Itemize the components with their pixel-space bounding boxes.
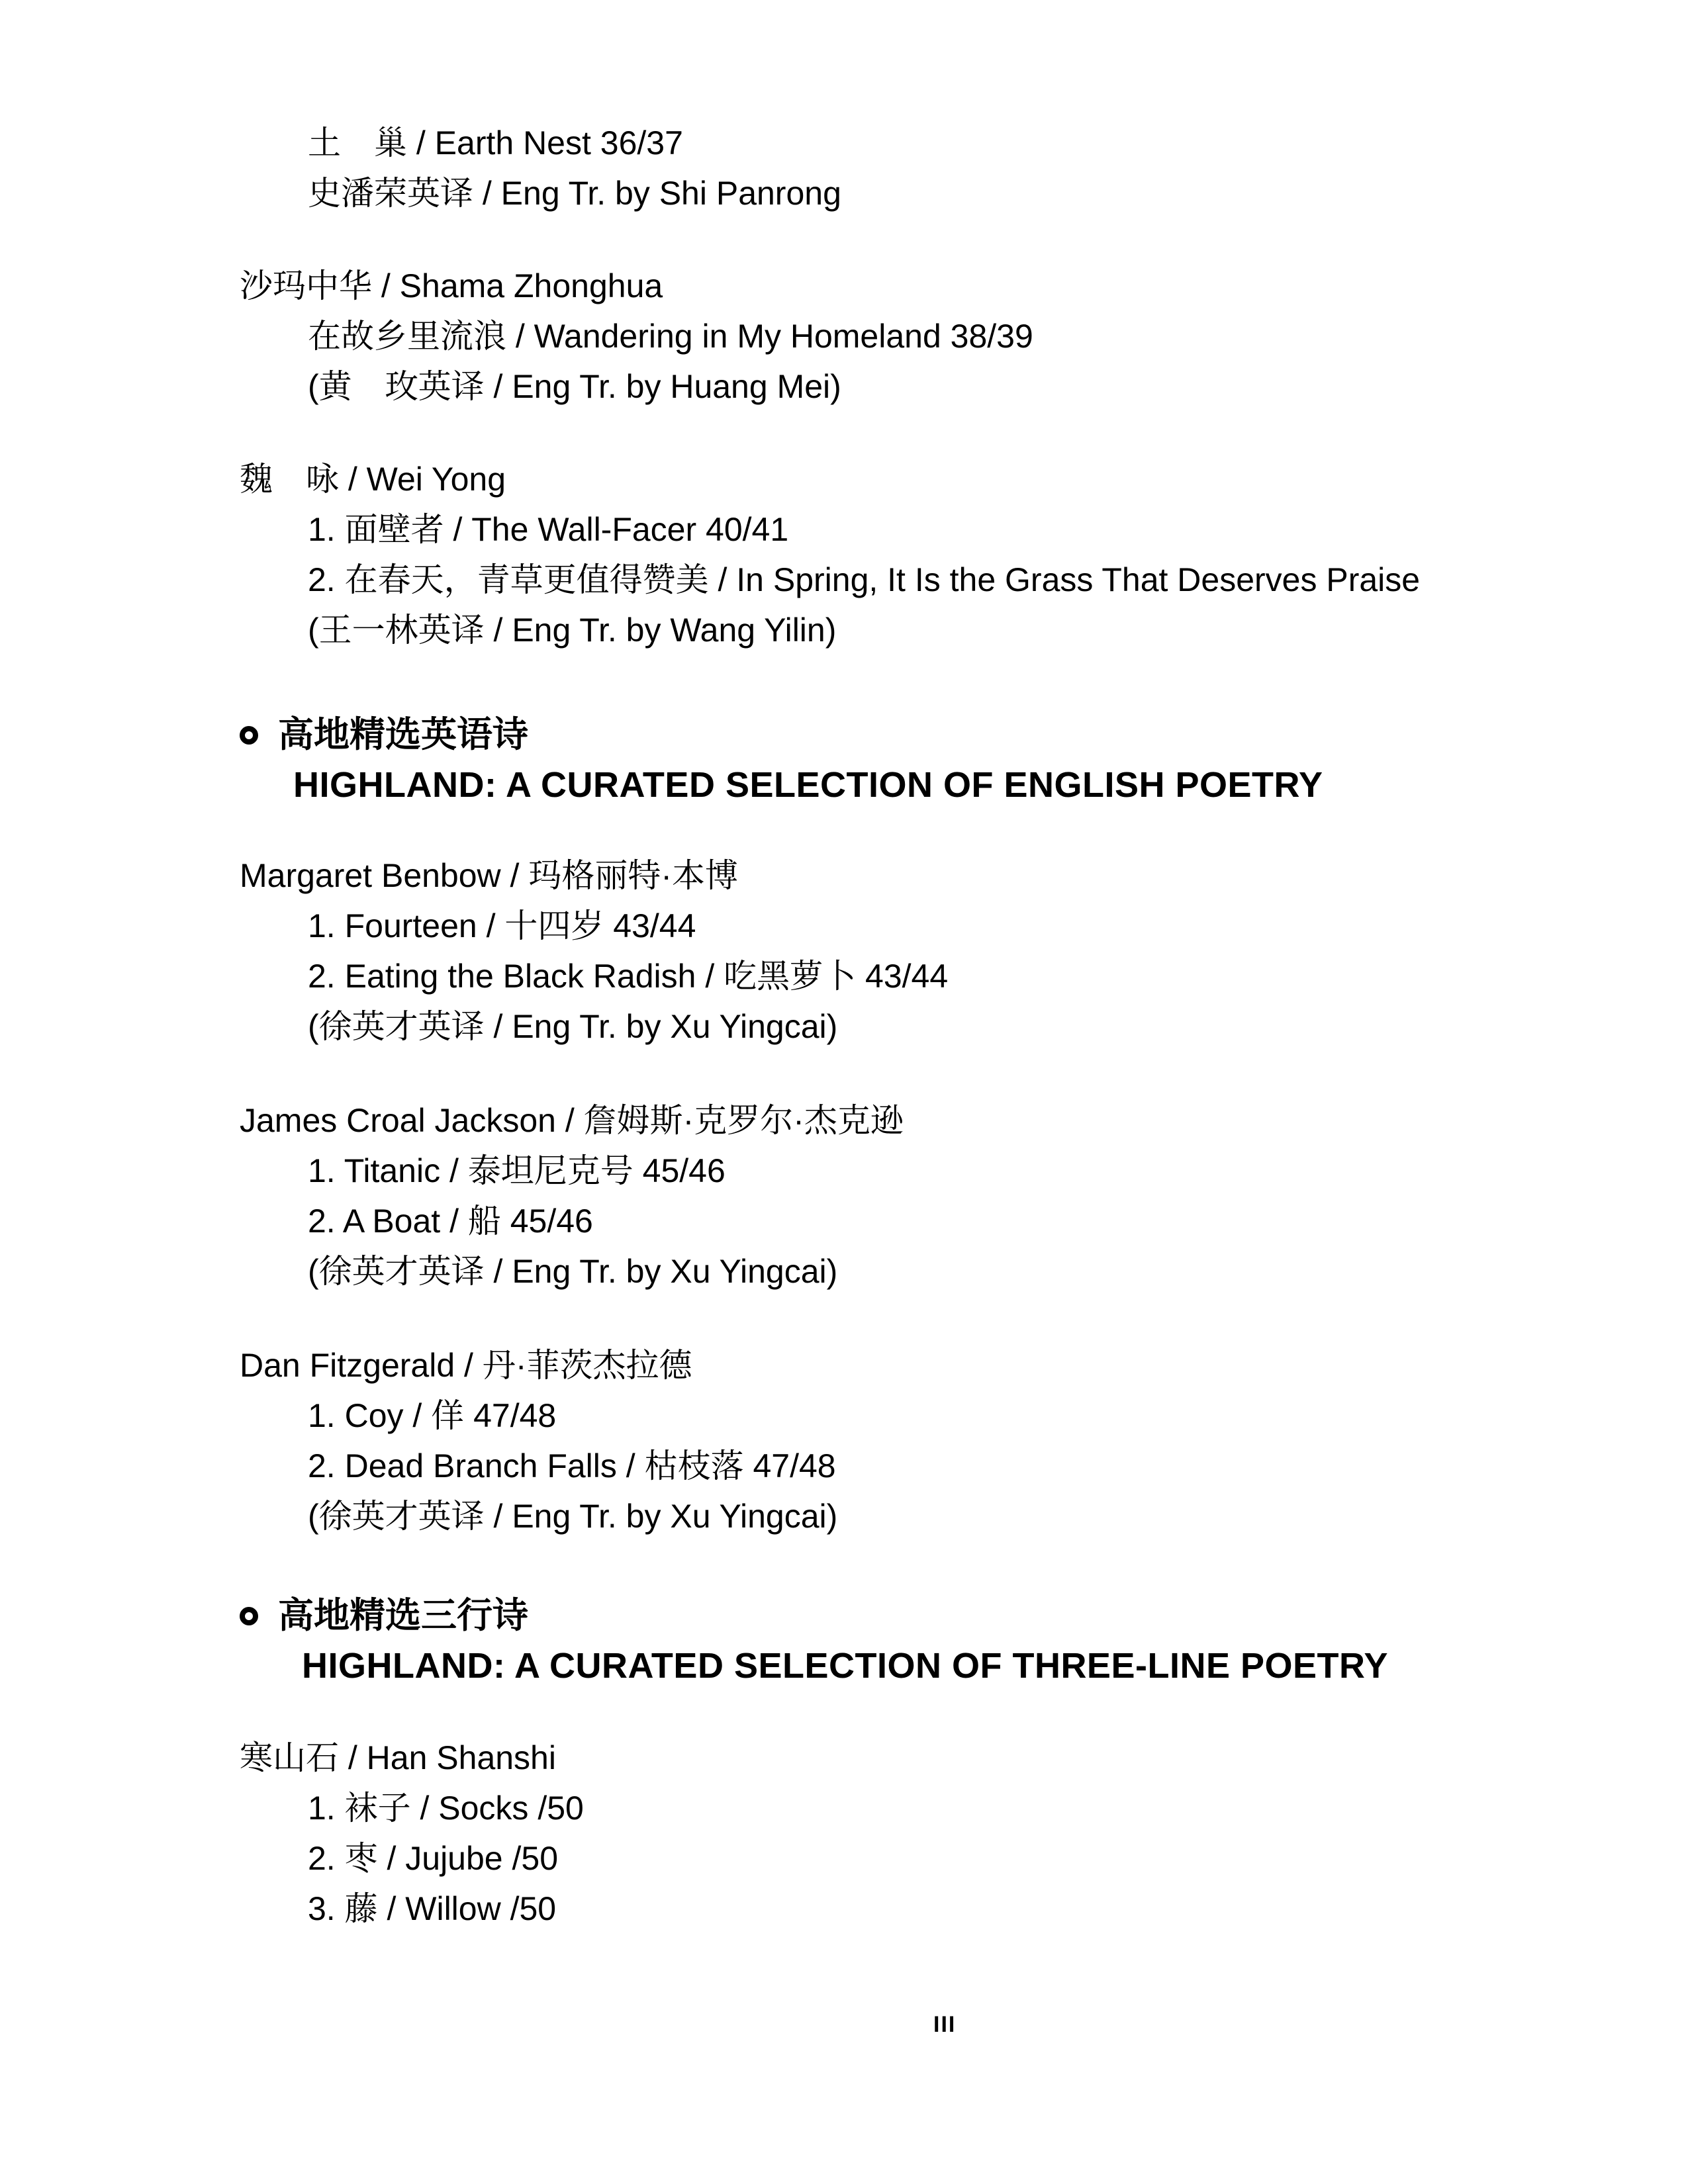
translator-xu-yingcai-3: (徐英才英译 / Eng Tr. by Xu Yingcai) xyxy=(308,1498,838,1535)
toc-entry-earth-nest: 土 巢 / Earth Nest 36/37 xyxy=(308,124,683,161)
author-han-shanshi: 寒山石 / Han Shanshi xyxy=(240,1739,556,1776)
toc-entry-titanic: 1. Titanic / 泰坦尼克号 45/46 xyxy=(308,1152,726,1189)
section-title-english-en: HIGHLAND: A CURATED SELECTION OF ENGLISH POETRY xyxy=(293,765,1323,805)
author-wei-yong: 魏 咏 / Wei Yong xyxy=(240,461,506,498)
toc-entry-wandering: 在故乡里流浪 / Wandering in My Homeland 38/39 xyxy=(308,318,1033,355)
section-title-zh: 高地精选英语诗 xyxy=(278,715,528,754)
translator-xu-yingcai-2: (徐英才英译 / Eng Tr. by Xu Yingcai) xyxy=(308,1253,838,1290)
toc-entry-in-spring: 2. 在春天，青草更值得赞美 / In Spring, It Is the Grass That Deserves Praise xyxy=(308,561,1421,598)
author-shama-zhonghua: 沙玛中华 / Shama Zhonghua xyxy=(240,267,663,304)
page-number: III xyxy=(933,2012,957,2037)
circle-bullet-icon xyxy=(240,726,258,745)
toc-entry-coy: 1. Coy / 佯 47/48 xyxy=(308,1397,557,1434)
author-margaret-benbow: Margaret Benbow / 玛格丽特·本博 xyxy=(240,857,738,894)
author-james-croal-jackson: James Croal Jackson / 詹姆斯·克罗尔·杰克逊 xyxy=(240,1102,904,1139)
toc-entry-socks: 1. 袜子 / Socks /50 xyxy=(308,1790,584,1827)
toc-entry-a-boat: 2. A Boat / 船 45/46 xyxy=(308,1203,593,1240)
section-title-zh: 高地精选三行诗 xyxy=(278,1596,528,1635)
toc-entry-willow: 3. 藤 / Willow /50 xyxy=(308,1890,557,1927)
toc-entry-wall-facer: 1. 面壁者 / The Wall-Facer 40/41 xyxy=(308,511,789,548)
toc-entry-jujube: 2. 枣 / Jujube /50 xyxy=(308,1840,559,1877)
toc-entry-fourteen: 1. Fourteen / 十四岁 43/44 xyxy=(308,907,696,944)
translator-huang-mei: (黄 玫英译 / Eng Tr. by Huang Mei) xyxy=(308,368,841,405)
section-title-three-line-en: HIGHLAND: A CURATED SELECTION OF THREE-LINE POETRY xyxy=(302,1646,1388,1686)
toc-entry-dead-branch-falls: 2. Dead Branch Falls / 枯枝落 47/48 xyxy=(308,1447,836,1484)
translator-xu-yingcai-1: (徐英才英译 / Eng Tr. by Xu Yingcai) xyxy=(308,1008,838,1045)
author-dan-fitzgerald: Dan Fitzgerald / 丹·菲茨杰拉德 xyxy=(240,1347,692,1384)
toc-entry-black-radish: 2. Eating the Black Radish / 吃黑萝卜 43/44 xyxy=(308,958,949,995)
section-heading-english-zh xyxy=(240,713,528,756)
translator-wang-yilin: (王一林英译 / Eng Tr. by Wang Yilin) xyxy=(308,612,837,649)
translator-shi-panrong: 史潘荣英译 / Eng Tr. by Shi Panrong xyxy=(308,175,841,212)
section-heading-three-line-zh xyxy=(240,1594,528,1637)
circle-bullet-icon xyxy=(240,1607,258,1625)
